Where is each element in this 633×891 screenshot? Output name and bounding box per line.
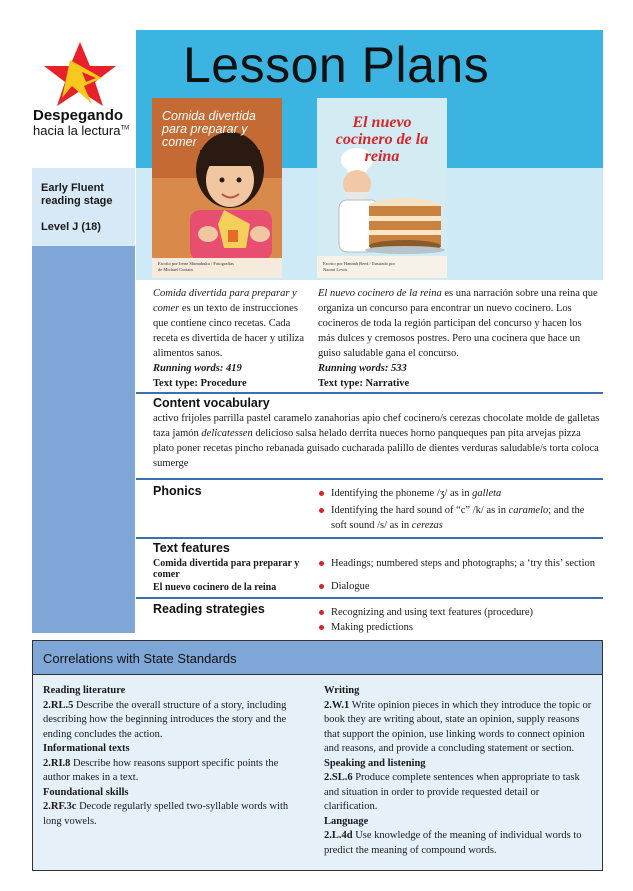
vocabulary-list: activo frijoles parrilla pastel caramelo zanahorias apio chef cocinero/s cerezas chocolate molde de galletas taza jamón delicatessen delicioso salsa helado derrita nueces horno panqueques pan pita arvejas pizza plato poner recetas pincho rebanada guisado cucharada palillo de dientes verduras saludable/s torta coloca sumerge (153, 413, 600, 469)
list-item: Headings; numbered steps and photographs; a ‘try this’ section (317, 556, 601, 571)
divider (136, 478, 603, 480)
book-description-1: Comida divertida para preparar y comer es un texto de instrucciones que contiene cinco recetas. Cada receta es divertida de hacer y utiliza alimentos sanos. Running words: 419 Text type: Procedure (153, 288, 304, 389)
standard-heading: Foundational skills (43, 786, 129, 798)
standard-item: 2.L.4d Use knowledge of the meaning of individual words to predict the meaning of compound words. (324, 830, 582, 856)
standard-item: 2.SL.6 Produce complete sentences when appropriate to task and situation in order to provide requested detail or clarification. (324, 772, 580, 812)
text-features-book-1: Comida divertida para preparar y comer (153, 558, 300, 580)
standard-heading: Informational texts (43, 743, 130, 754)
page-title: Lesson Plans (183, 37, 490, 93)
divider (136, 392, 603, 394)
list-item: Identifying the hard sound of “c” /k/ as in caramelo; and the soft sound /s/ as in cerezas (317, 503, 601, 533)
correlations-title: Correlations with State Standards (43, 651, 237, 666)
list-item: Dialogue (317, 579, 601, 594)
list-item: Making predictions (317, 620, 601, 635)
vocabulary-heading: Content vocabulary (153, 396, 270, 410)
standard-item: 2.RI.8 Describe how reasons support specific points the author makes in a text. (43, 757, 279, 783)
reading-stage: Early Fluent reading stage (41, 182, 113, 207)
cover-credit: Escrito por Hannah Reed / Ilustrado por Naomi Lewis (323, 261, 395, 272)
phonics-list (317, 486, 601, 533)
reading-strategies-list (317, 605, 601, 635)
standard-heading: Writing (324, 685, 360, 696)
list-item: Identifying the phoneme /ʒ/ as in galleta (317, 486, 601, 501)
standard-heading: Language (324, 815, 369, 827)
correlations-left-column (43, 684, 305, 829)
despegando-logo-icon (32, 38, 132, 158)
standard-heading: Speaking and listening (324, 757, 426, 769)
reading-strategies-heading: Reading strategies (153, 602, 265, 616)
phonics-heading: Phonics (153, 484, 202, 498)
cover-title: Comida divertida para preparar y comer (162, 109, 256, 149)
text-features-list (317, 556, 601, 594)
book-cover-comida-divertida (152, 98, 282, 278)
standard-heading: Reading literature (43, 685, 126, 696)
book-description-2: El nuevo cocinero de la reina es una narración sobre una reina que organiza un concurso para encontrar un nuevo cocinero. Los cocineros de toda la región participan del concurso y hacen los más dulces y cremosos postres. Pero una cocinera que hace un guiso saludable gana el concurso. Running words: 533 Text type: Narrative (318, 288, 598, 389)
text-features-book-2: El nuevo cocinero de la reina (153, 582, 277, 593)
cover-title: El nuevo cocinero de la reina (335, 114, 429, 165)
brand-tagline: hacia la lectura™ (33, 123, 130, 138)
standard-item: 2.RL.5 Describe the overall structure of a story, including describing how the beginning introduces the story and the ending concludes the action. (43, 699, 287, 740)
book-cover-nuevo-cocinero (317, 98, 447, 278)
list-item: Recognizing and using text features (procedure) (317, 605, 601, 620)
text-features-heading: Text features (153, 541, 230, 555)
divider (136, 597, 603, 599)
standard-item: 2.RF.3c Decode regularly spelled two-syllable words with long vowels. (43, 801, 289, 827)
cover-credit: Escrito por Irene Shimabuku / Fotografías de Michael Curtain (158, 261, 234, 272)
correlations-right-column (324, 684, 592, 858)
reading-level: Level J (18) (41, 221, 101, 233)
divider (136, 537, 603, 539)
standard-item: 2.W.1 Write opinion pieces in which they introduce the topic or book they are writing about, state an opinion, supply reasons that support the opinion, use linking words to connect opinion and reasons, and provide a concluding statement or section. (324, 699, 592, 754)
brand-name: Despegando (33, 107, 124, 124)
